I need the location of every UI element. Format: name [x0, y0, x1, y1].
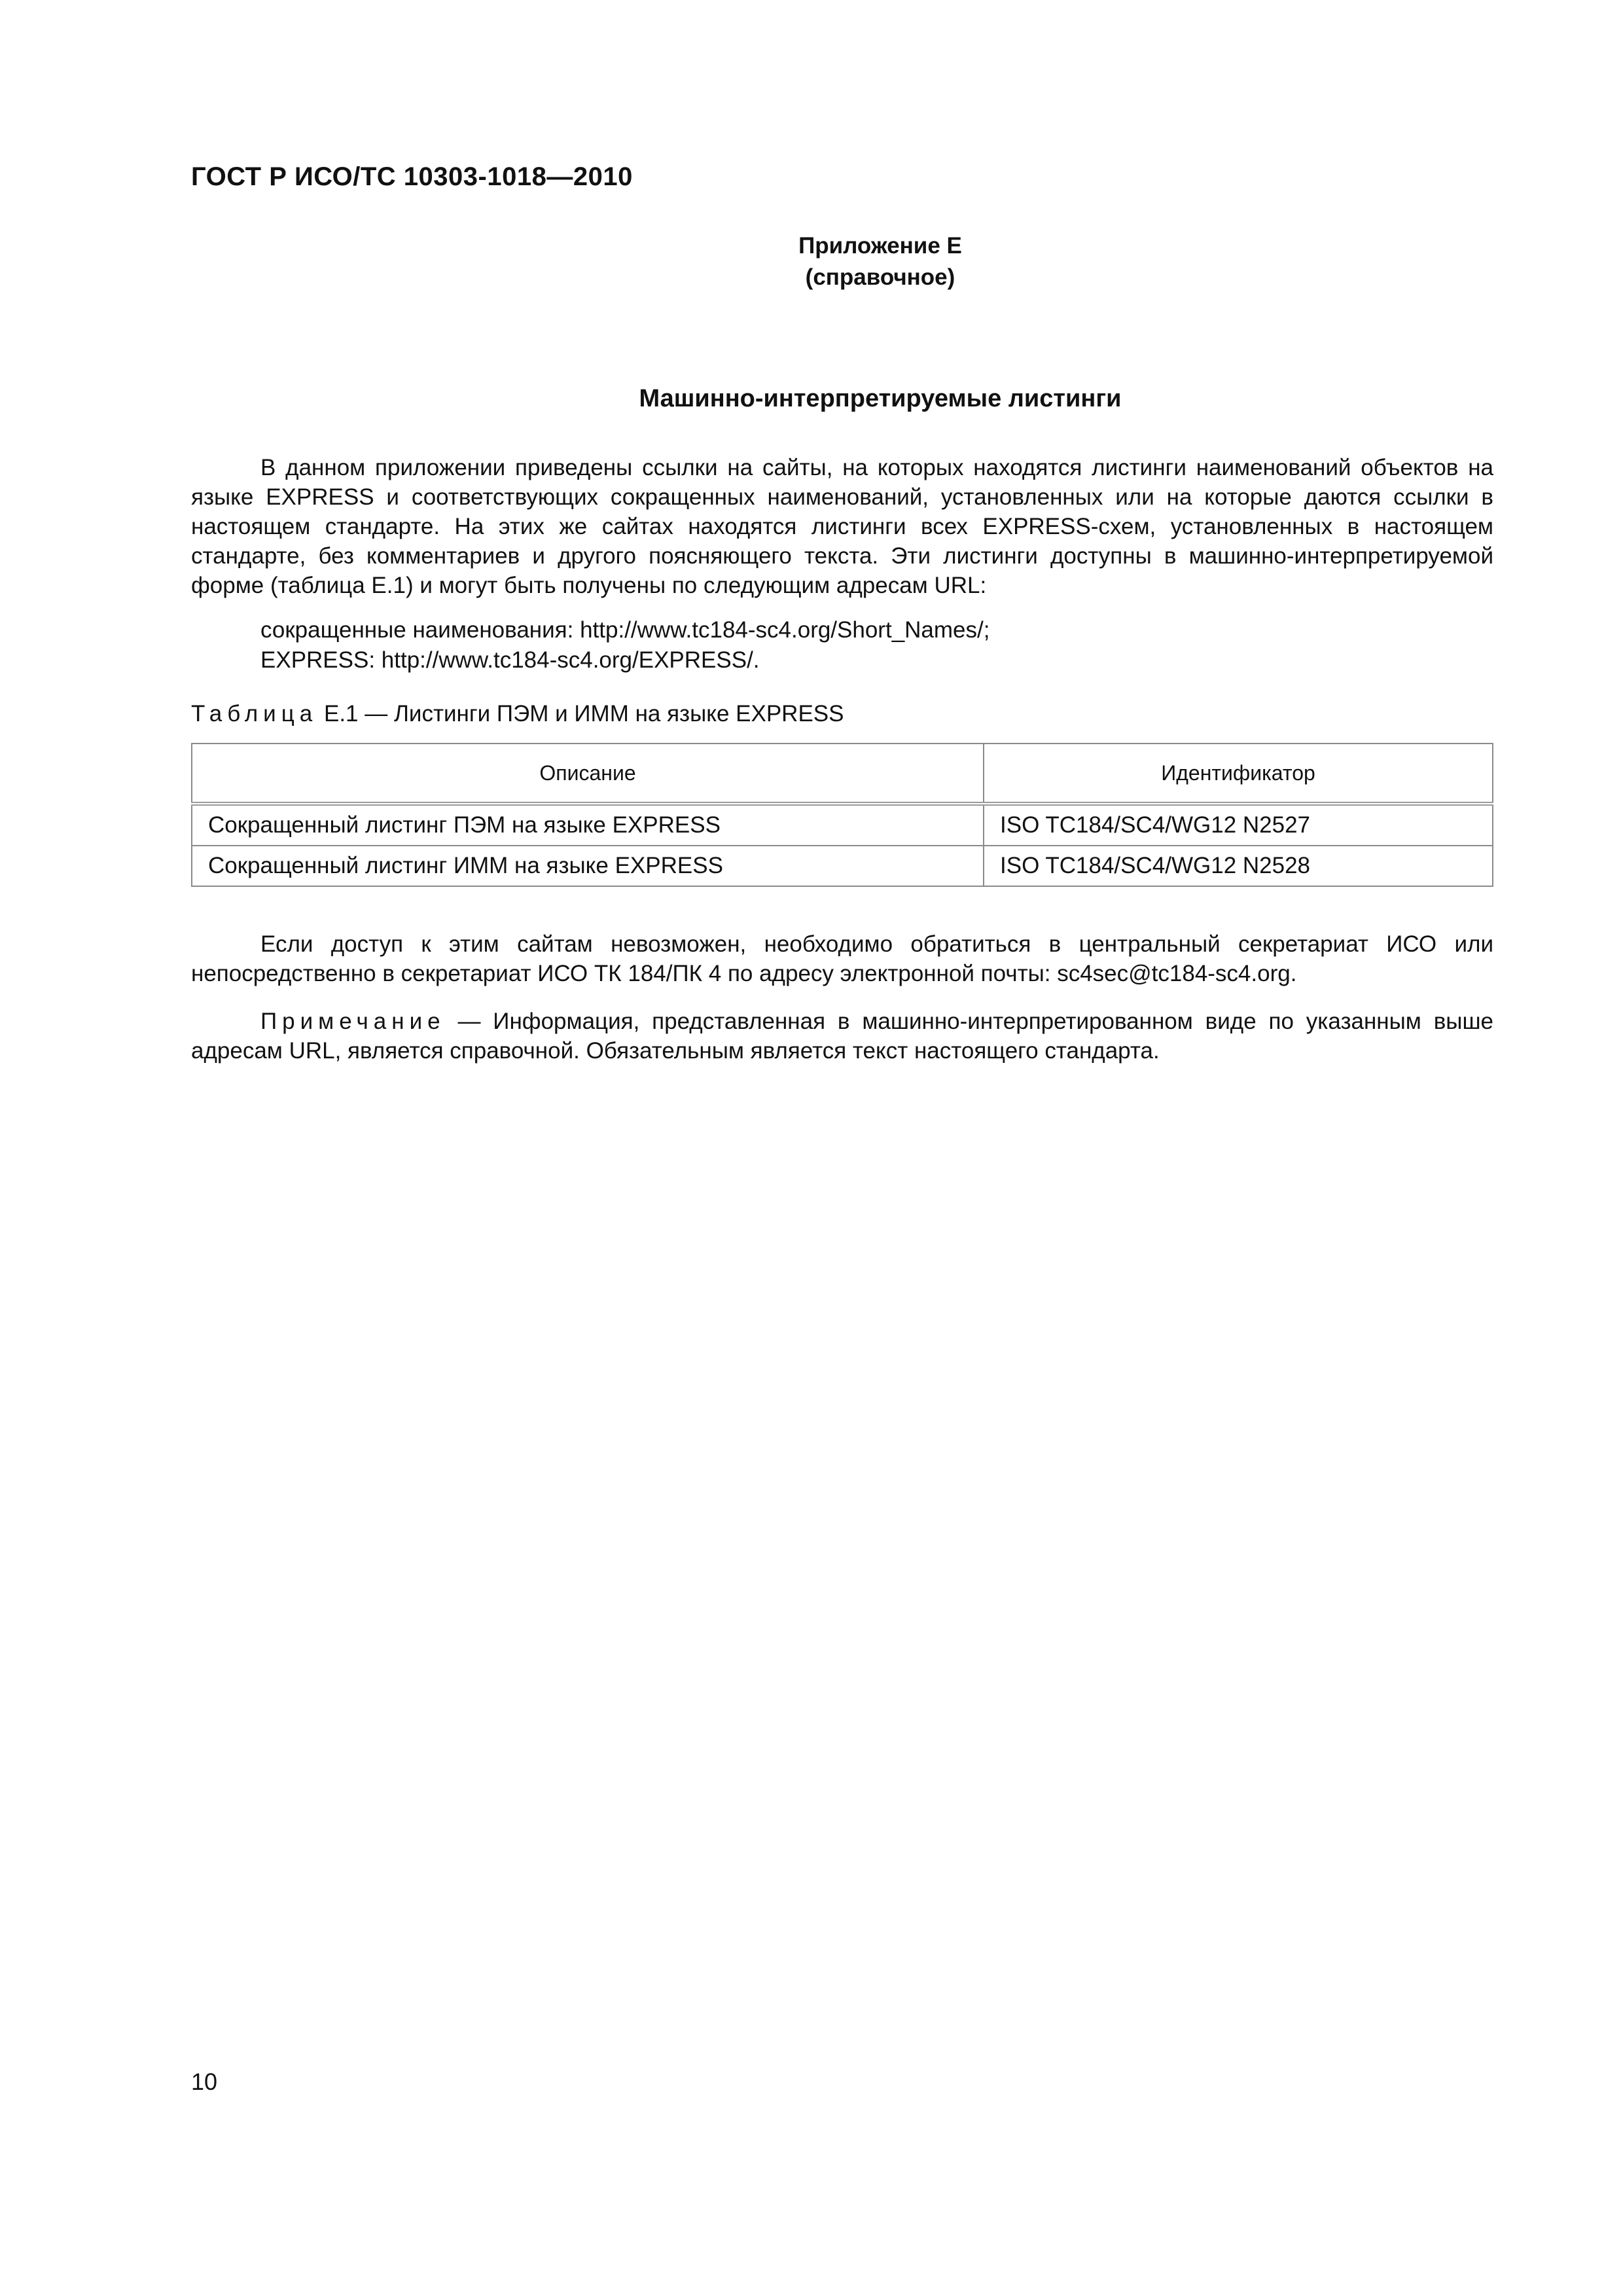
- url-list: [260, 615, 990, 675]
- annex-status: (справочное): [805, 264, 955, 290]
- annex-title: Приложение Е: [798, 233, 962, 259]
- annex-heading: [190, 230, 1492, 293]
- page-number: 10: [191, 2068, 218, 2095]
- cell-identifier: ISO TC184/SC4/WG12 N2528: [984, 846, 1493, 886]
- table-caption-label: Таблица: [191, 701, 318, 726]
- cell-description: Сокращенный листинг ПЭМ на языке EXPRESS: [192, 804, 984, 846]
- note-text: — Информация, представленная в машинно-интерпретированном виде по указанным выше адресам URL, является справочной. Обязательным является текст настоящего стандарта.: [191, 1009, 1493, 1064]
- cell-identifier: ISO TC184/SC4/WG12 N2527: [984, 804, 1493, 846]
- cell-description: Сокращенный листинг ИММ на языке EXPRESS: [192, 846, 984, 886]
- intro-section: [191, 453, 1493, 600]
- section-title: Машинно-интерпретируемые листинги: [639, 385, 1122, 412]
- contact-paragraph: Если доступ к этим сайтам невозможен, необходимо обратиться в центральный секретариат ИСО или непосредственно в секретариат ИСО ТК 184/ПК 4 по адресу электронной почты: sc4sec@tc184-sc4.org.: [191, 931, 1493, 986]
- listings-table-container: [191, 743, 1493, 887]
- contact-section: [191, 929, 1493, 988]
- listings-table: [191, 743, 1493, 887]
- note-section: [191, 1007, 1493, 1066]
- table-row: [192, 846, 1493, 886]
- url-short-names: сокращенные наименования: http://www.tc184-sc4.org/Short_Names/;: [260, 617, 990, 643]
- table-caption: [191, 701, 844, 727]
- note-paragraph: [191, 1007, 1493, 1066]
- intro-paragraph: В данном приложении приведены ссылки на сайты, на которых находятся листинги наименований объектов на языке EXPRESS и соответствующих сокращенных наименований, установленных или на которые даются ссылки в настоящем стандарте. На этих же сайтах находятся листинги всех EXPRESS-схем, установленных в настоящем стандарте, без комментариев и другого поясняющего текста. Эти листинги доступны в машинно-интерпретируемой форме (таблица Е.1) и могут быть получены по следующим адресам URL:: [191, 455, 1493, 598]
- table-caption-text: Е.1 — Листинги ПЭМ и ИММ на языке EXPRESS: [323, 701, 844, 726]
- header-identifier: Идентификатор: [984, 744, 1493, 804]
- header-description: Описание: [192, 744, 984, 804]
- table-row: [192, 804, 1493, 846]
- document-header: ГОСТ Р ИСО/ТС 10303-1018—2010: [191, 162, 633, 191]
- note-label: Примечание: [260, 1009, 446, 1034]
- table-header-row: [192, 744, 1493, 804]
- url-express: EXPRESS: http://www.tc184-sc4.org/EXPRESS/.: [260, 647, 760, 673]
